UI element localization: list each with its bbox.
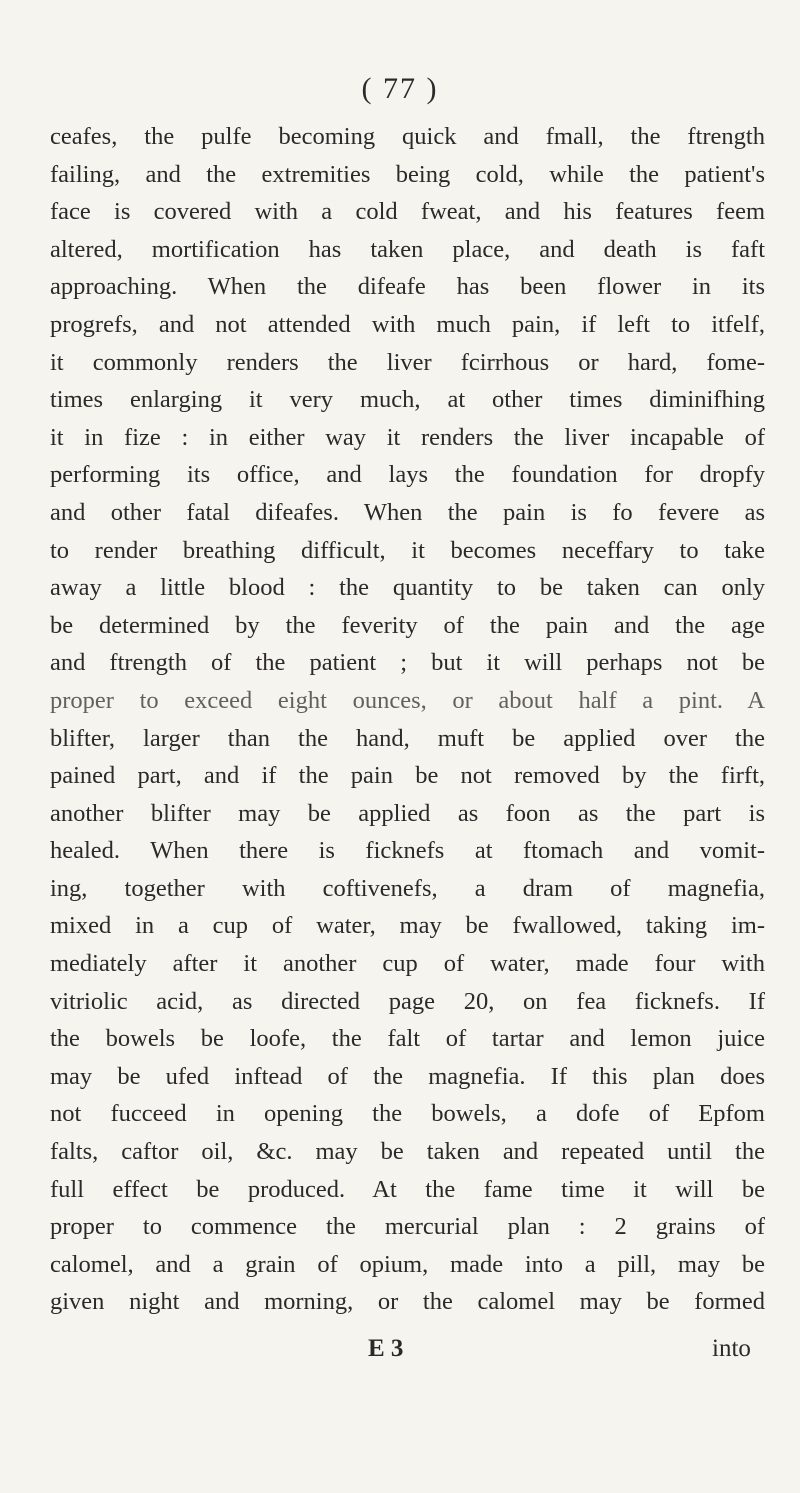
page-footer xyxy=(0,1335,800,1375)
text-line: it in fize : in either way it renders the liver incapable of xyxy=(50,423,765,451)
text-line: ceafes, the pulfe becoming quick and fmall, the ftrength xyxy=(50,123,765,150)
text-line: face is covered with a cold fweat, and his features feem xyxy=(50,198,765,226)
text-line: blifter, larger than the hand, muft be applied over the xyxy=(50,724,765,752)
text-line: healed. When there is ficknefs at ftomach and vomit- xyxy=(50,837,765,865)
text-line: and ftrength of the patient ; but it will perhaps not be xyxy=(50,649,765,677)
text-line: be determined by the feverity of the pain and the age xyxy=(50,611,765,639)
text-line: another blifter may be applied as foon as the part is xyxy=(50,799,765,827)
page-number: ( 77 ) xyxy=(361,72,439,105)
text-line: times enlarging it very much, at other times diminifhing xyxy=(50,386,765,414)
text-line: calomel, and a grain of opium, made into a pill, may be xyxy=(50,1250,765,1278)
text-line: mediately after it another cup of water, made four with xyxy=(50,950,765,978)
text-line: full effect be produced. At the fame time it will be xyxy=(50,1175,765,1203)
text-line: mixed in a cup of water, may be fwallowed, taking im- xyxy=(50,912,765,940)
body-text xyxy=(50,118,765,1321)
text-line: may be ufed inftead of the magnefia. If this plan does xyxy=(50,1062,765,1090)
text-line: ing, together with coftivenefs, a dram of magnefia, xyxy=(50,874,765,902)
text-line: not fucceed in opening the bowels, a dofe of Epfom xyxy=(50,1100,765,1128)
text-line-faded: proper to exceed eight ounces, or about half a pint. A xyxy=(50,686,765,714)
text-line: to render breathing difficult, it becomes neceffary to take xyxy=(50,536,765,564)
signature-mark: E 3 xyxy=(368,1335,404,1362)
text-line: vitriolic acid, as directed page 20, on fea ficknefs. If xyxy=(50,987,765,1015)
text-line: and other fatal difeafes. When the pain is fo fevere as xyxy=(50,498,765,526)
text-line: progrefs, and not attended with much pain, if left to itfelf, xyxy=(50,310,765,338)
text-line: proper to commence the mercurial plan : 2 grains of xyxy=(50,1213,765,1241)
text-line: failing, and the extremities being cold, while the patient's xyxy=(50,160,765,188)
text-line: altered, mortification has taken place, and death is faft xyxy=(50,235,765,263)
text-line: falts, caftor oil, &c. may be taken and repeated until the xyxy=(50,1138,765,1166)
text-line: given night and morning, or the calomel may be formed xyxy=(50,1288,765,1316)
text-line: pained part, and if the pain be not removed by the firft, xyxy=(50,762,765,790)
text-line: approaching. When the difeafe has been flower in its xyxy=(50,273,765,301)
text-line: performing its office, and lays the foundation for dropfy xyxy=(50,461,765,489)
text-line: it commonly renders the liver fcirrhous or hard, fome- xyxy=(50,348,765,376)
text-line: away a little blood : the quantity to be taken can only xyxy=(50,574,765,602)
catchword: into xyxy=(712,1335,751,1362)
text-line: the bowels be loofe, the falt of tartar and lemon juice xyxy=(50,1025,765,1053)
